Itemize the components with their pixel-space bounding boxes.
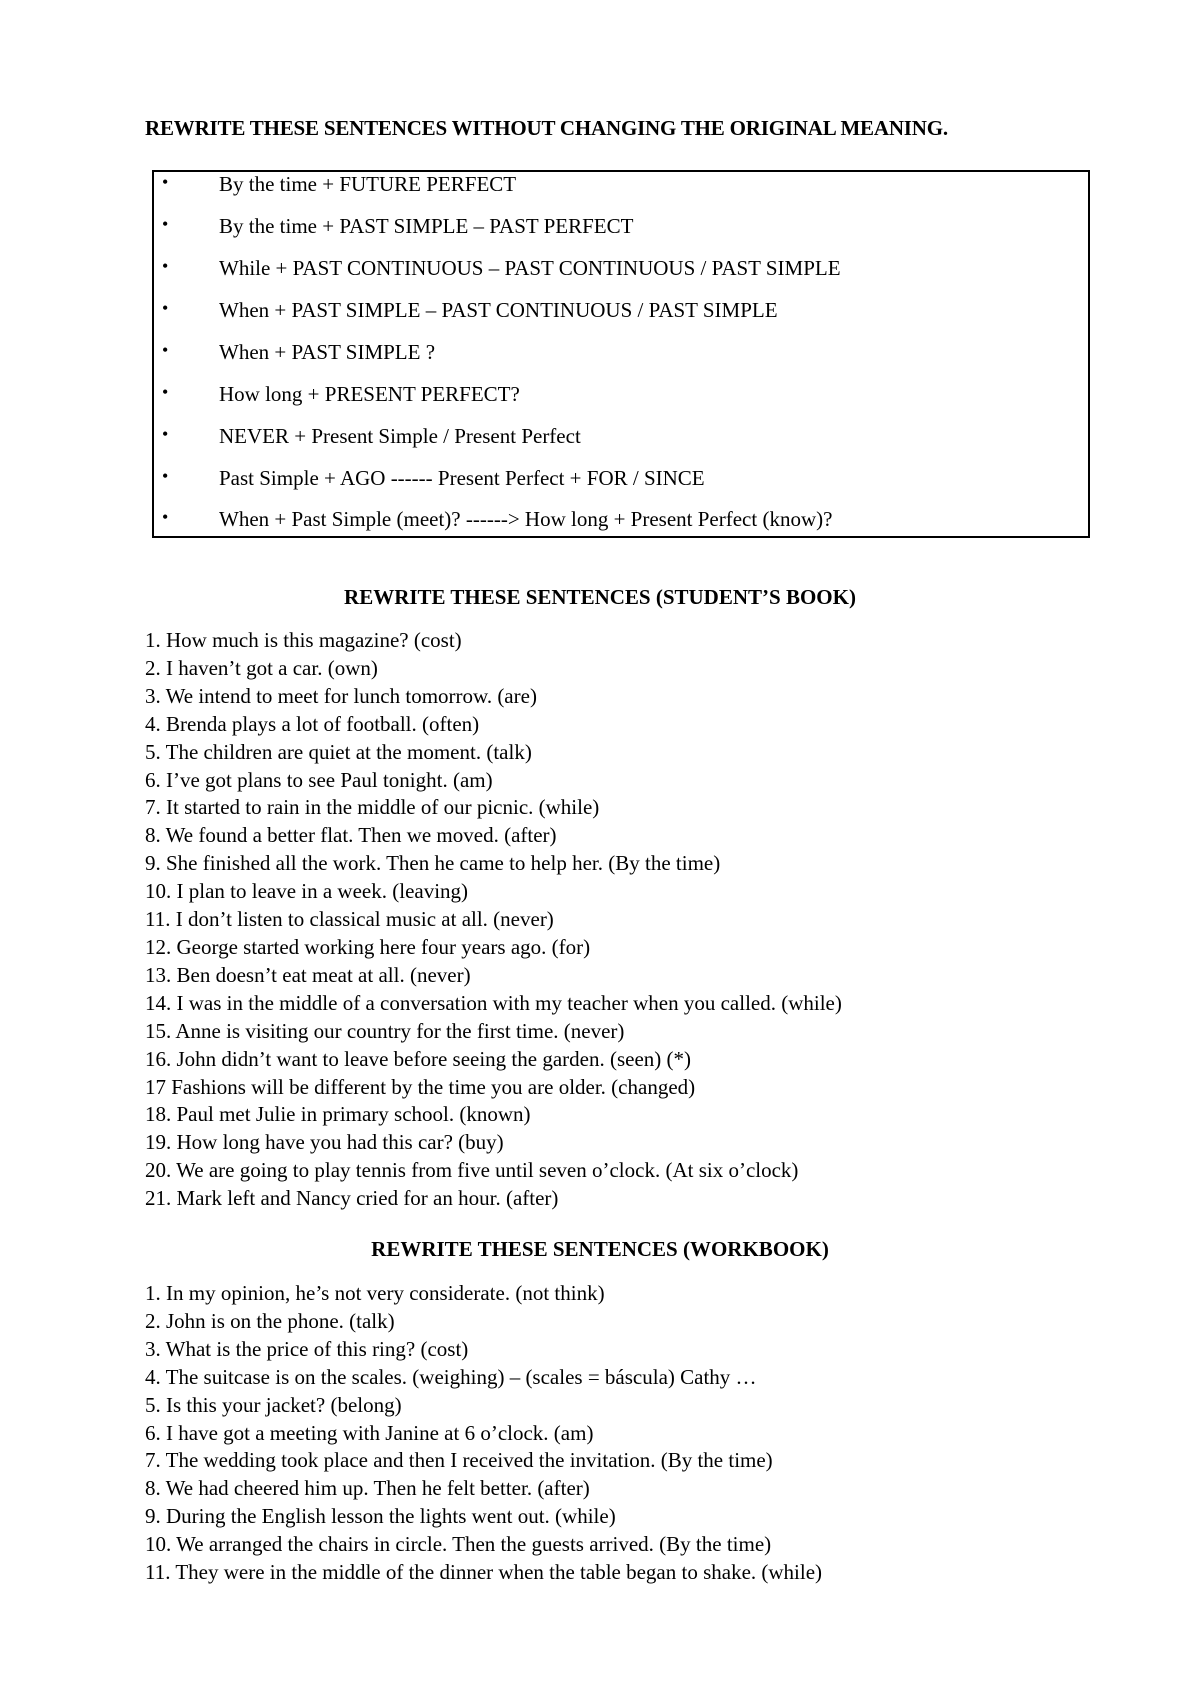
rule-item <box>154 507 1088 537</box>
sentence-item: 2. John is on the phone. (talk) <box>145 1308 395 1333</box>
sentence-item: 6. I’ve got plans to see Paul tonight. (am) <box>145 767 493 792</box>
rule-item <box>154 256 1088 286</box>
rule-item <box>154 340 1088 370</box>
sentence-item: 5. Is this your jacket? (belong) <box>145 1392 402 1417</box>
sentence-item: 10. We arranged the chairs in circle. Then the guests arrived. (By the time) <box>145 1532 772 1557</box>
sentence-item: 18. Paul met Julie in primary school. (known) <box>145 1102 531 1127</box>
rule-item <box>154 466 1088 496</box>
sentence-item: 1. In my opinion, he’s not very considerate. (not think) <box>145 1281 605 1305</box>
sentence-item: 11. I don’t listen to classical music at all. (never) <box>145 907 554 932</box>
sentence-item: 16. John didn’t want to leave before seeing the garden. (seen) (*) <box>145 1046 692 1071</box>
rule-item <box>154 424 1088 454</box>
sentence-item: 10. I plan to leave in a week. (leaving) <box>145 879 469 904</box>
sentence-item: 4. The suitcase is on the scales. (weighing) – (scales = báscula) Cathy … <box>145 1364 757 1389</box>
sentence-item: 11. They were in the middle of the dinner when the table began to shake. (while) <box>145 1560 823 1585</box>
sentence-item: 1. How much is this magazine? (cost) <box>145 628 462 652</box>
document-title: REWRITE THESE SENTENCES WITHOUT CHANGING THE ORIGINAL MEANING. <box>145 116 948 140</box>
rule-text: While + PAST CONTINUOUS – PAST CONTINUOUS / PAST SIMPLE <box>219 256 841 280</box>
bullet-icon: • <box>162 507 169 527</box>
grammar-rules-box <box>152 170 1090 538</box>
rule-text: When + PAST SIMPLE ? <box>219 340 436 364</box>
sentence-item: 8. We found a better flat. Then we moved. (after) <box>145 823 557 848</box>
sentence-item: 9. She finished all the work. Then he came to help her. (By the time) <box>145 851 721 876</box>
sentence-item: 13. Ben doesn’t eat meat at all. (never) <box>145 962 471 987</box>
sentence-item: 17 Fashions will be different by the time you are older. (changed) <box>145 1074 696 1099</box>
sentence-item: 3. What is the price of this ring? (cost) <box>145 1336 469 1361</box>
bullet-icon: • <box>162 256 169 276</box>
sentence-item: 9. During the English lesson the lights went out. (while) <box>145 1504 616 1529</box>
rule-text: Past Simple + AGO ------ Present Perfect + FOR / SINCE <box>219 466 705 490</box>
sentence-item: 6. I have got a meeting with Janine at 6 o’clock. (am) <box>145 1420 594 1445</box>
bullet-icon: • <box>162 382 169 402</box>
sentence-item: 7. The wedding took place and then I received the invitation. (By the time) <box>145 1448 773 1473</box>
sentence-item: 14. I was in the middle of a conversation with my teacher when you called. (while) <box>145 990 842 1015</box>
bullet-icon: • <box>162 340 169 360</box>
sentence-item: 20. We are going to play tennis from five until seven o’clock. (At six o’clock) <box>145 1158 799 1183</box>
rule-item <box>154 382 1088 412</box>
bullet-icon: • <box>162 298 169 318</box>
rule-text: When + PAST SIMPLE – PAST CONTINUOUS / PAST SIMPLE <box>219 298 778 322</box>
sentence-item: 4. Brenda plays a lot of football. (often) <box>145 711 480 736</box>
sentence-item: 2. I haven’t got a car. (own) <box>145 655 378 680</box>
sentence-item: 12. George started working here four years ago. (for) <box>145 934 591 959</box>
workbook-heading: REWRITE THESE SENTENCES (WORKBOOK) <box>371 1237 829 1261</box>
rule-text: By the time + PAST SIMPLE – PAST PERFECT <box>219 214 634 238</box>
bullet-icon: • <box>162 172 169 192</box>
sentence-item: 21. Mark left and Nancy cried for an hour. (after) <box>145 1186 559 1211</box>
bullet-icon: • <box>162 466 169 486</box>
rule-item <box>154 172 1088 202</box>
sentence-item: 5. The children are quiet at the moment. (talk) <box>145 739 532 764</box>
rule-item <box>154 214 1088 244</box>
rule-text: How long + PRESENT PERFECT? <box>219 382 520 406</box>
rule-text: NEVER + Present Simple / Present Perfect <box>219 424 581 448</box>
rule-text: When + Past Simple (meet)? ------> How long + Present Perfect (know)? <box>219 507 833 531</box>
sentence-item: 3. We intend to meet for lunch tomorrow. (are) <box>145 683 537 708</box>
rule-item <box>154 298 1088 328</box>
sentence-item: 15. Anne is visiting our country for the first time. (never) <box>145 1018 625 1043</box>
sentence-item: 7. It started to rain in the middle of our picnic. (while) <box>145 795 600 820</box>
rule-text: By the time + FUTURE PERFECT <box>219 172 517 196</box>
bullet-icon: • <box>162 214 169 234</box>
bullet-icon: • <box>162 424 169 444</box>
sentence-item: 8. We had cheered him up. Then he felt better. (after) <box>145 1476 590 1501</box>
sentence-item: 19. How long have you had this car? (buy) <box>145 1130 504 1155</box>
workbook-sentence-list <box>145 1280 822 1587</box>
students-book-heading: REWRITE THESE SENTENCES (STUDENT’S BOOK) <box>344 585 856 609</box>
students-book-sentence-list <box>145 627 842 1213</box>
